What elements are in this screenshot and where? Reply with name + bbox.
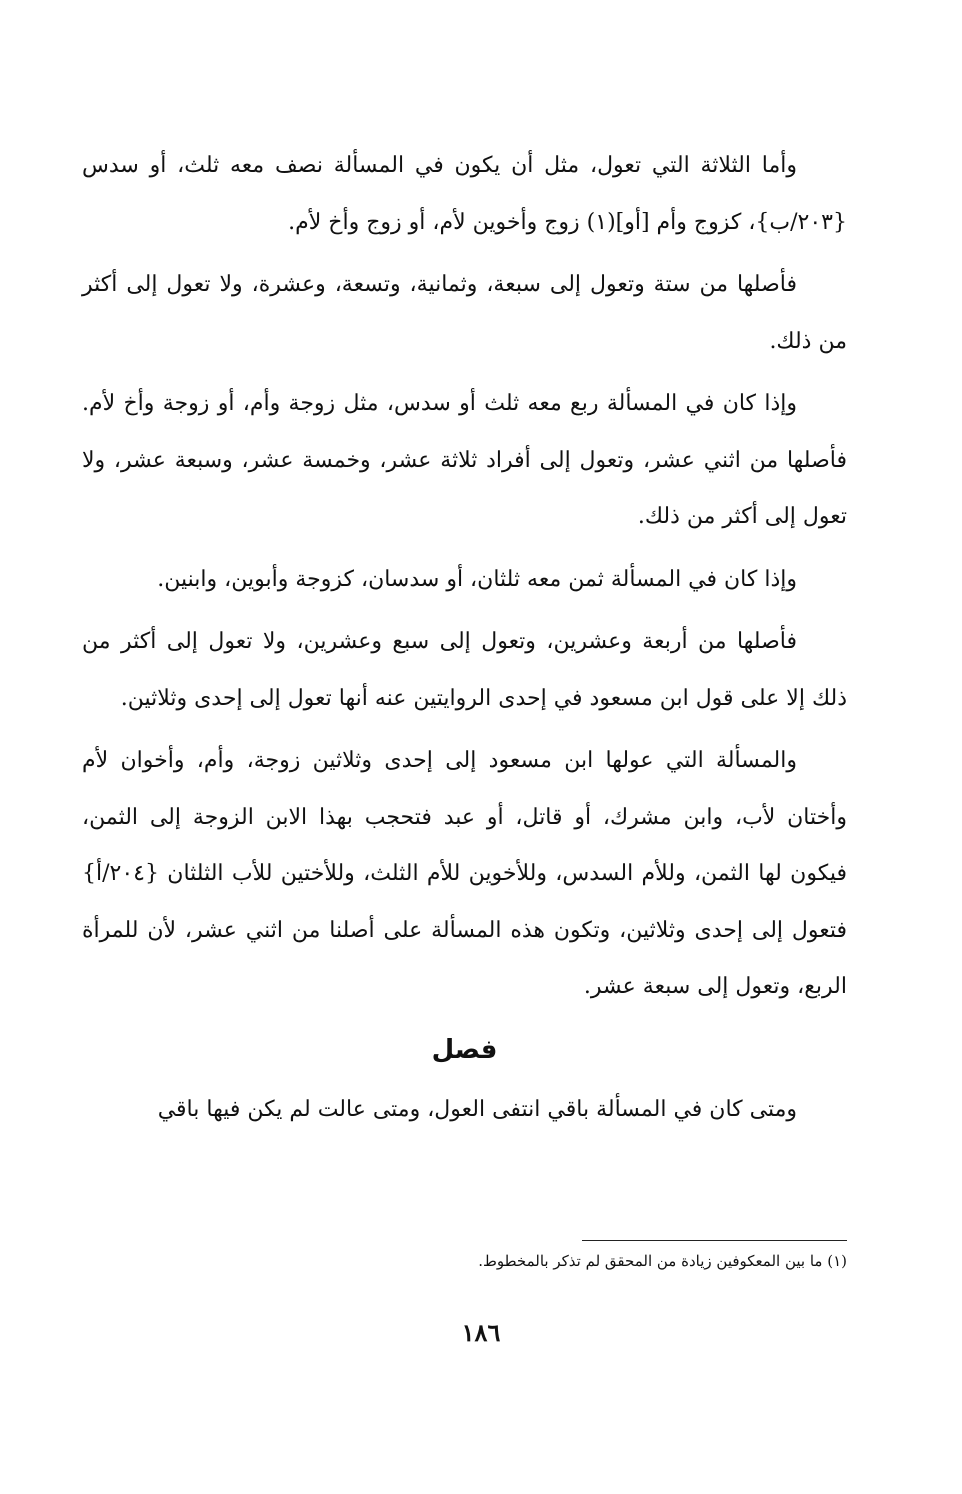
page-number: ١٨٦: [461, 1318, 501, 1347]
paragraph: وإذا كان في المسألة ثمن معه ثلثان، أو سدسان، كزوجة وأبوين، وابنين.: [157, 566, 797, 592]
paragraph: وأما الثلاثة التي تعول، مثل أن يكون في المسألة نصف معه ثلث، أو سدس {٢٠٣/ب}، كزوج وأم [أو](١) زوج وأخوين لأم، أو زوج وأخ لأم.: [82, 153, 847, 235]
footnote: (١) ما بين المعكوفين زيادة من المحقق لم تذكر بالمخطوط.: [478, 1252, 847, 1270]
main-text: [82, 138, 847, 1139]
footnote-divider: [582, 1240, 847, 1241]
paragraph: فأصلها من ستة وتعول إلى سبعة، وثمانية، وتسعة، وعشرة، ولا تعول إلى أكثر من ذلك.: [82, 272, 847, 354]
paragraph: والمسألة التي عولها ابن مسعود إلى إحدى وثلاثين زوجة، وأم، وأخوان لأم وأختان لأب، وابن مشرك، أو قاتل، أو عبد فتحجب بهذا الابن الزوجة إلى الثمن، فيكون لها الثمن، وللأم السدس، وللأخوين للأم الثلث، وللأختين للأب الثلثان {٢٠٤/أ} فتعول إلى إحدى وثلاثين، وتكون هذه المسألة على أصلنا من اثني عشر، لأن للمرأة الربع، وتعول إلى سبعة عشر.: [82, 748, 847, 999]
paragraph: ومتى كان في المسألة باقي انتفى العول، ومتى عالت لم يكن فيها باقي: [157, 1097, 797, 1122]
paragraph: وإذا كان في المسألة ربع معه ثلث أو سدس، مثل زوجة وأم، أو زوجة وأخ لأم. فأصلها من اثني عشر، وتعول إلى أفراد ثلاثة عشر، وخمسة عشر، وسبعة عشر، ولا تعول إلى أكثر من ذلك.: [82, 391, 847, 529]
paragraph: فأصلها من أربعة وعشرين، وتعول إلى سبع وعشرين، ولا تعول إلى أكثر من ذلك إلا على قول ابن مسعود في إحدى الروايتين عنه أنها تعول إلى إحدى وثلاثين.: [82, 629, 847, 711]
section-heading: فصل: [431, 1034, 498, 1065]
